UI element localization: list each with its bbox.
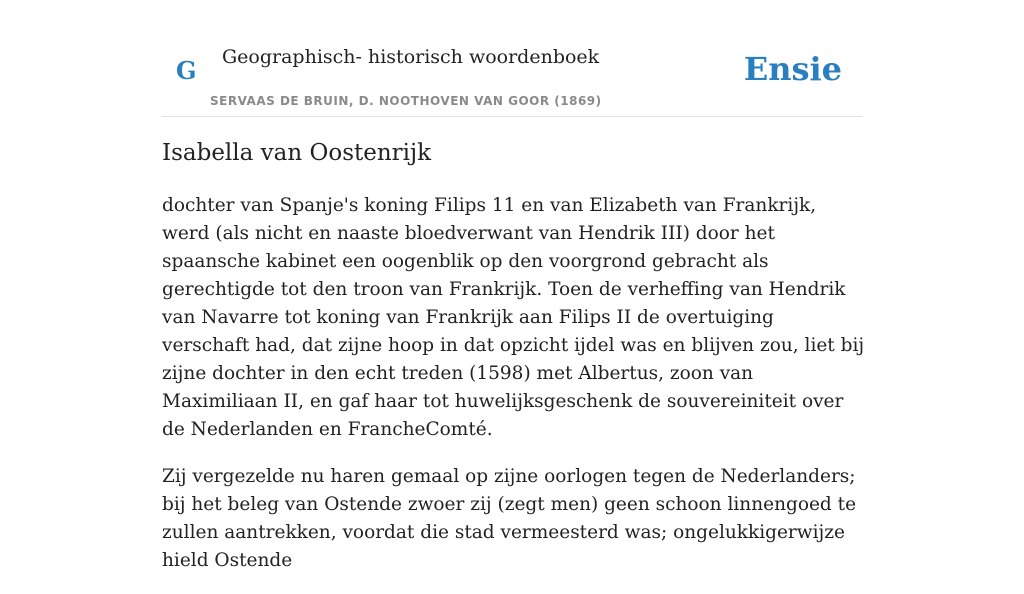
article <box>162 140 866 594</box>
book-letter-icon[interactable]: G <box>176 56 197 85</box>
article-paragraph: Zij vergezelde nu haren gemaal op zijne oorlogen tegen de Nederlanders; bij het beleg van Ostende zwoer zij (zegt men) geen schoon linnengoed te zullen aantrekken, voordat die stad vermeesterd was; ongelukkigerwijze hield Ostende <box>162 466 857 571</box>
ensie-logo-link[interactable]: Ensie <box>743 50 842 88</box>
book-authors: SERVAAS DE BRUIN, D. NOOTHOVEN VAN GOOR (1869) <box>210 94 602 108</box>
article-paragraph: dochter van Spanje's koning Filips 11 en van Elizabeth van Frankrijk, werd (als nicht en naaste bloedverwant van Hendrik III) door het spaansche kabinet een oogenblik op den voorgrond gebracht als gerechtigde tot den troon van Frankrijk. Toen de verheffing van Hendrik van Navarre tot koning van Frankrijk aan Filips II de overtuiging verschaft had, dat zijne hoop in dat opzicht ijdel was en blijven zou, liet bij zijne dochter in den echt treden (1598) met Albertus, zoon van Maximiliaan II, en gaf haar tot huwelijksgeschenk de souvereiniteit over de Nederlanden en FrancheComté. <box>162 195 865 440</box>
article-title: Isabella van Oostenrijk <box>162 140 432 166</box>
book-title-link[interactable]: Geographisch- historisch woordenboek <box>222 46 600 68</box>
book-header <box>162 0 862 117</box>
